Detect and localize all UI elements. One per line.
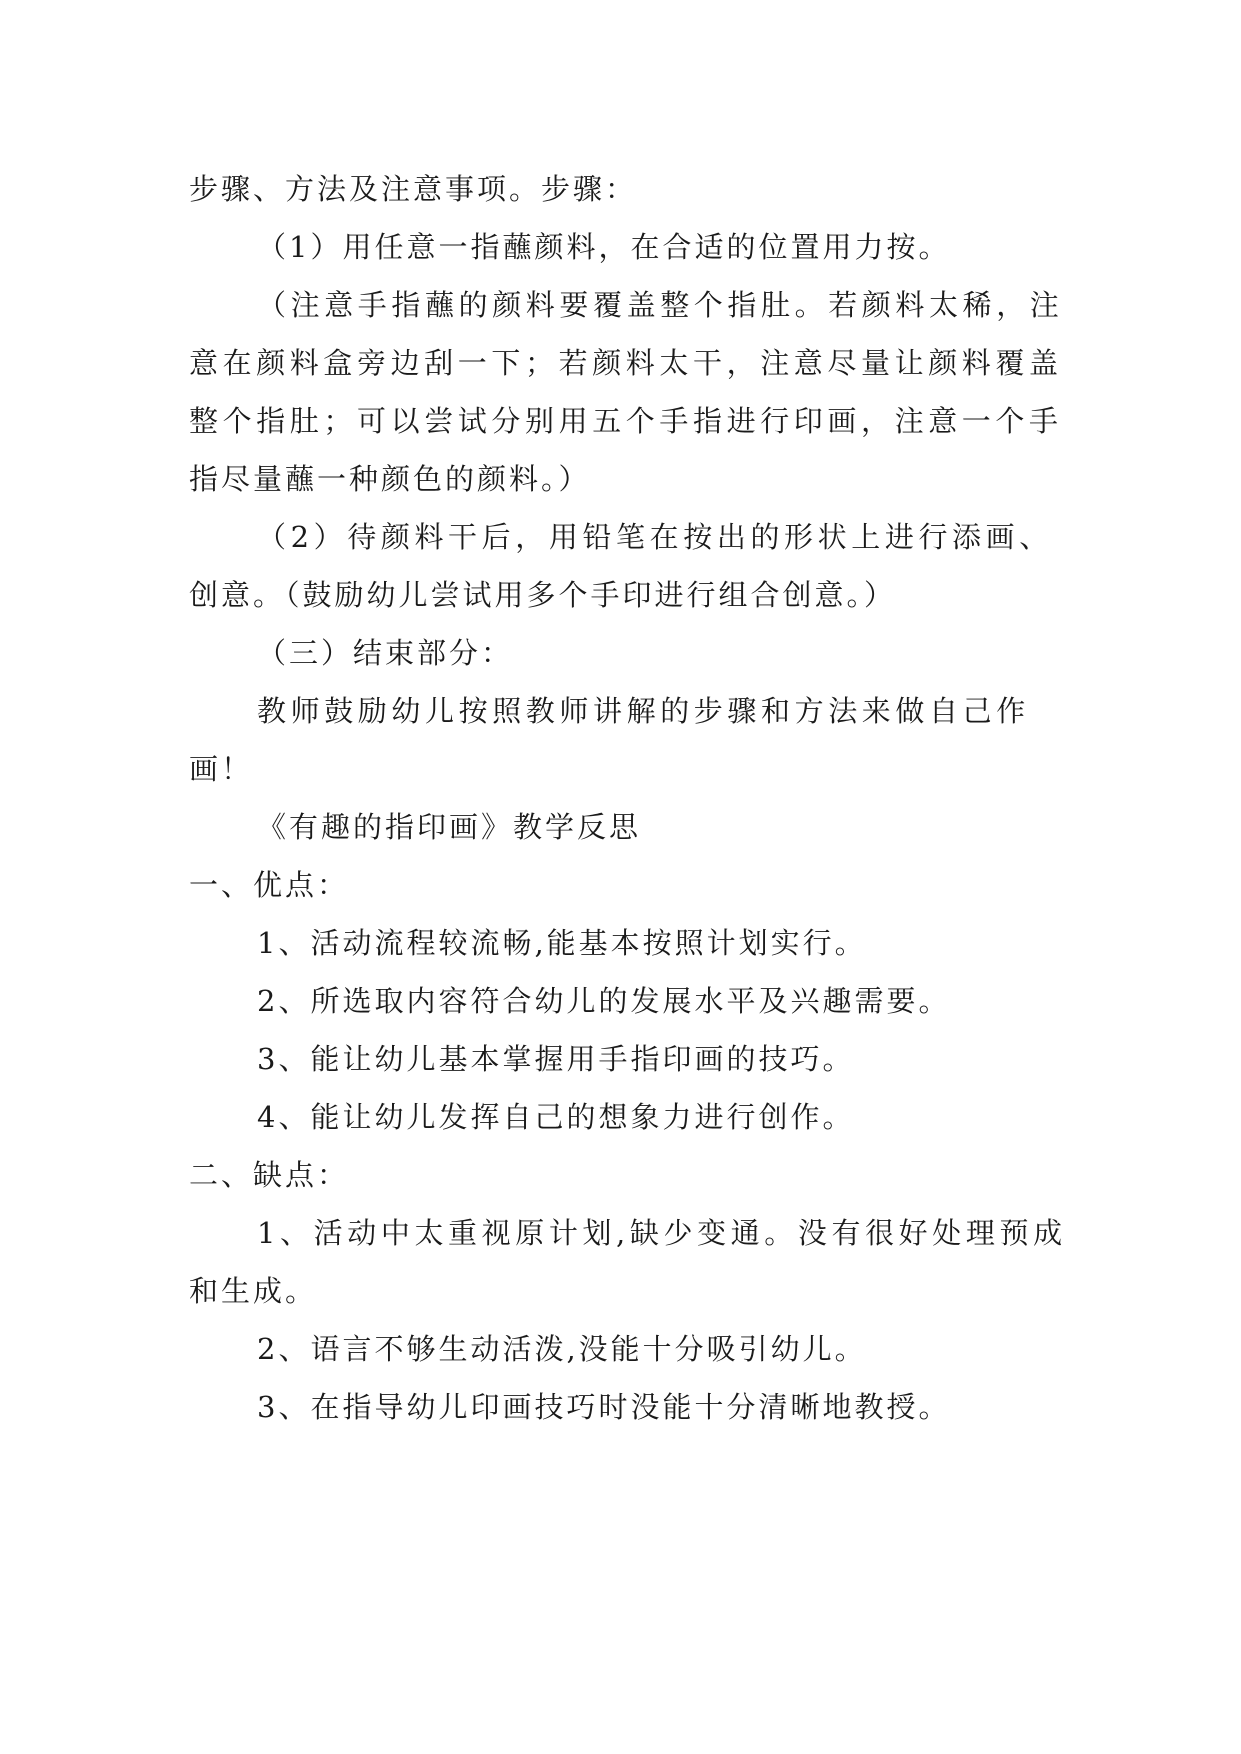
list-item: 4、能让幼儿发挥自己的想象力进行创作。	[257, 1100, 855, 1134]
text-line: （注意手指蘸的颜料要覆盖整个指肚。若颜料太稀，注	[257, 288, 1064, 322]
text-line: （1）用任意一指蘸颜料，在合适的位置用力按。	[257, 230, 951, 264]
list-item: 2、语言不够生动活泼,没能十分吸引幼儿。	[257, 1332, 867, 1366]
text-line: 步骤、方法及注意事项。步骤：	[189, 172, 638, 206]
text-line: 指尽量蘸一种颜色的颜料。）	[189, 462, 591, 496]
text-line: 整个指肚；可以尝试分别用五个手指进行印画，注意一个手	[189, 404, 1063, 438]
text-line: 创意。（鼓励幼儿尝试用多个手印进行组合创意。）	[189, 578, 897, 612]
section-heading: 二、缺点：	[189, 1158, 350, 1192]
text-line: 画！	[189, 752, 254, 786]
text-line: 和生成。	[189, 1274, 318, 1308]
document-body	[189, 160, 1067, 1436]
text-line: 教师鼓励幼儿按照教师讲解的步骤和方法来做自己作	[257, 694, 1030, 728]
section-heading: 一、优点：	[189, 868, 350, 902]
list-item: 1、活动流程较流畅,能基本按照计划实行。	[257, 926, 867, 960]
text-line: 意在颜料盒旁边刮一下；若颜料太干，注意尽量让颜料覆盖	[189, 346, 1063, 380]
list-item: 3、能让幼儿基本掌握用手指印画的技巧。	[257, 1042, 855, 1076]
list-item: 2、所选取内容符合幼儿的发展水平及兴趣需要。	[257, 984, 951, 1018]
section-heading: （三）结束部分：	[257, 636, 514, 670]
text-line: （2）待颜料干后，用铅笔在按出的形状上进行添画、	[257, 520, 1053, 554]
list-item: 3、在指导幼儿印画技巧时没能十分清晰地教授。	[257, 1390, 951, 1424]
list-item: 1、活动中太重视原计划,缺少变通。没有很好处理预成	[257, 1216, 1067, 1250]
document-subtitle: 《有趣的指印画》教学反思	[257, 810, 642, 844]
